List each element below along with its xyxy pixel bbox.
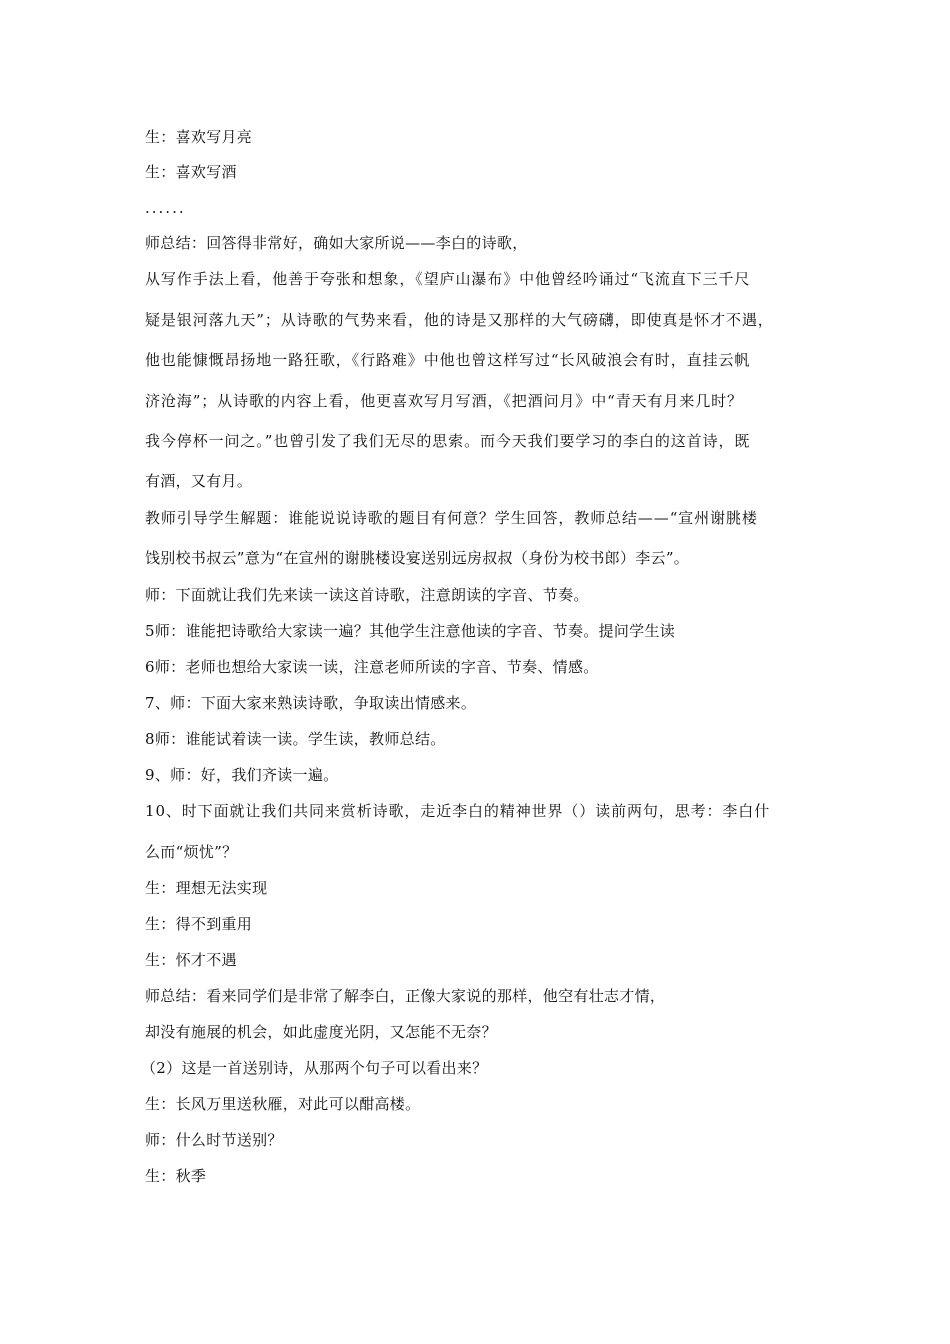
text-line: 么而“烦忧”？ — [145, 843, 238, 861]
text-line: 我今停杯一问之。”也曾引发了我们无尽的思索。而今天我们要学习的李白的这首诗，既 — [145, 432, 751, 450]
text-line: 10、时下面就让我们共同来赏析诗歌，走近李白的精神世界（）读前两句，思考：李白什 — [145, 802, 771, 820]
text-line: 生：喜欢写酒 — [145, 163, 237, 181]
text-line: 生：理想无法实现 — [145, 879, 268, 897]
text-line: 师：下面就让我们先来读一读这首诗歌，注意朗读的字音、节奏。 — [145, 586, 589, 604]
text-line: 8师：谁能试着读一读。学生读，教师总结。 — [145, 730, 446, 748]
text-line: 饯别校书叔云”意为“在宣州的谢朓楼设宴送别远房叔叔（身份为校书郎）李云”。 — [145, 549, 690, 567]
text-line: 7、师：下面大家来熟读诗歌，争取读出情感来。 — [145, 694, 477, 712]
text-line: 他也能慷慨昂扬地一路狂歌，《行路难》中他也曾这样写过“长风破浪会有时，直挂云帆 — [145, 351, 751, 369]
text-line: （2）这是一首送别诗，从那两个句子可以看出来？ — [141, 1059, 488, 1077]
text-line: 从写作手法上看，他善于夸张和想象，《望庐山瀑布》中他曾经吟诵过“飞流直下三千尺 — [145, 270, 751, 288]
text-line: 师：什么时节送别？ — [145, 1131, 283, 1149]
text-line: 济沧海”；从诗歌的内容上看，他更喜欢写月写酒，《把酒问月》中“青天有月来几时？ — [145, 392, 743, 410]
text-line: 却没有施展的机会，如此虚度光阴，又怎能不无奈？ — [145, 1023, 497, 1041]
text-line: 教师引导学生解题：谁能说说诗歌的题目有何意？学生回答，教师总结——“宣州谢朓楼 — [145, 509, 758, 527]
text-line: 9、师：好，我们齐读一遍。 — [145, 766, 339, 784]
text-line: 师总结：看来同学们是非常了解李白，正像大家说的那样，他空有壮志才情， — [145, 987, 666, 1005]
text-line: 师总结：回答得非常好，确如大家所说——李白的诗歌， — [145, 234, 528, 252]
text-line: 生：喜欢写月亮 — [145, 128, 253, 146]
text-line: 生：长风万里送秋雁，对此可以酣高楼。 — [145, 1095, 421, 1113]
text-line: 6师：老师也想给大家读一读，注意老师所读的字音、节奏、情感。 — [145, 658, 599, 676]
ellipsis-line: ...... — [145, 199, 186, 217]
text-line: 生：秋季 — [145, 1167, 207, 1185]
text-line: 生：怀才不遇 — [145, 951, 237, 969]
text-line: 生：得不到重用 — [145, 915, 253, 933]
text-line: 5师：谁能把诗歌给大家读一遍？其他学生注意他读的字音、节奏。提问学生读 — [145, 622, 676, 640]
text-line: 有酒，又有月。 — [145, 472, 253, 490]
text-line: 疑是银河落九天”；从诗歌的气势来看，他的诗是又那样的大气磅礴，即使真是怀才不遇， — [145, 311, 774, 329]
